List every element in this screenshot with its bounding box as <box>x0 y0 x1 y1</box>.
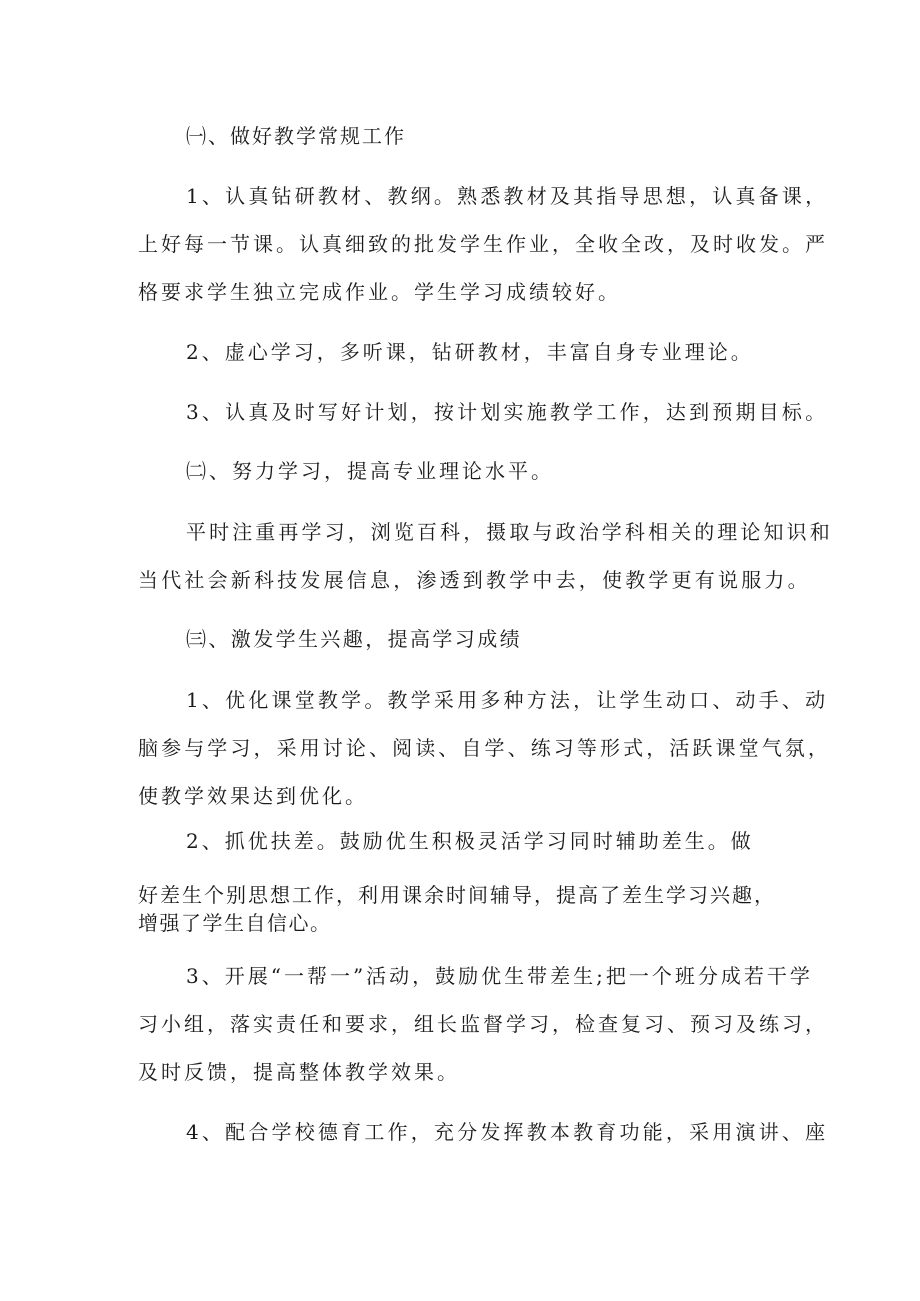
paragraph-line: 使教学效果达到优化。 <box>138 784 368 808</box>
section-heading-3: ㈢、激发学生兴趣，提高学习成绩 <box>186 627 522 651</box>
paragraph-line: 3、认真及时写好计划，按计划实施教学工作，达到预期目标。 <box>186 400 829 424</box>
paragraph-line: 3、开展“一帮一”活动，鼓励优生带差生;把一个班分成若干学 <box>186 964 813 988</box>
paragraph-line: 脑参与学习，采用讨论、阅读、自学、练习等形式，活跃课堂气氛， <box>138 736 831 760</box>
paragraph-line: 习小组，落实责任和要求，组长监督学习，检查复习、预习及练习， <box>138 1012 828 1036</box>
paragraph-line: 及时反馈，提高整体教学效果。 <box>138 1060 460 1084</box>
paragraph-line: 平时注重再学习，浏览百科，摄取与政治学科相关的理论知识和 <box>186 520 833 544</box>
paragraph-line: 上好每一节课。认真细致的批发学生作业，全收全改，及时收发。严 <box>138 232 828 256</box>
paragraph-line: 格要求学生独立完成作业。学生学习成绩较好。 <box>138 280 621 304</box>
paragraph-line: 2、虚心学习，多听课，钻研教材，丰富自身专业理论。 <box>186 340 754 364</box>
section-heading-2: ㈡、努力学习，提高专业理论水平。 <box>186 459 554 483</box>
paragraph-line: 增强了学生自信心。 <box>138 911 332 935</box>
paragraph-line: 1、认真钻研教材、教纲。熟悉教材及其指导思想，认真备课， <box>186 184 829 208</box>
section-heading-1: ㈠、做好教学常规工作 <box>186 124 406 148</box>
paragraph-line: 2、抓优扶差。鼓励优生积极灵活学习同时辅助差生。做 <box>186 829 754 853</box>
paragraph-line: 4、配合学校德育工作，充分发挥教本教育功能，采用演讲、座 <box>186 1120 829 1144</box>
paragraph-line: 当代社会新科技发展信息，渗透到教学中去，使教学更有说服力。 <box>138 568 811 592</box>
paragraph-line: 1、优化课堂教学。教学采用多种方法，让学生动口、动手、动 <box>186 688 829 712</box>
paragraph-line: 好差生个别思想工作，利用课余时间辅导，提高了差生学习兴趣， <box>138 883 776 907</box>
